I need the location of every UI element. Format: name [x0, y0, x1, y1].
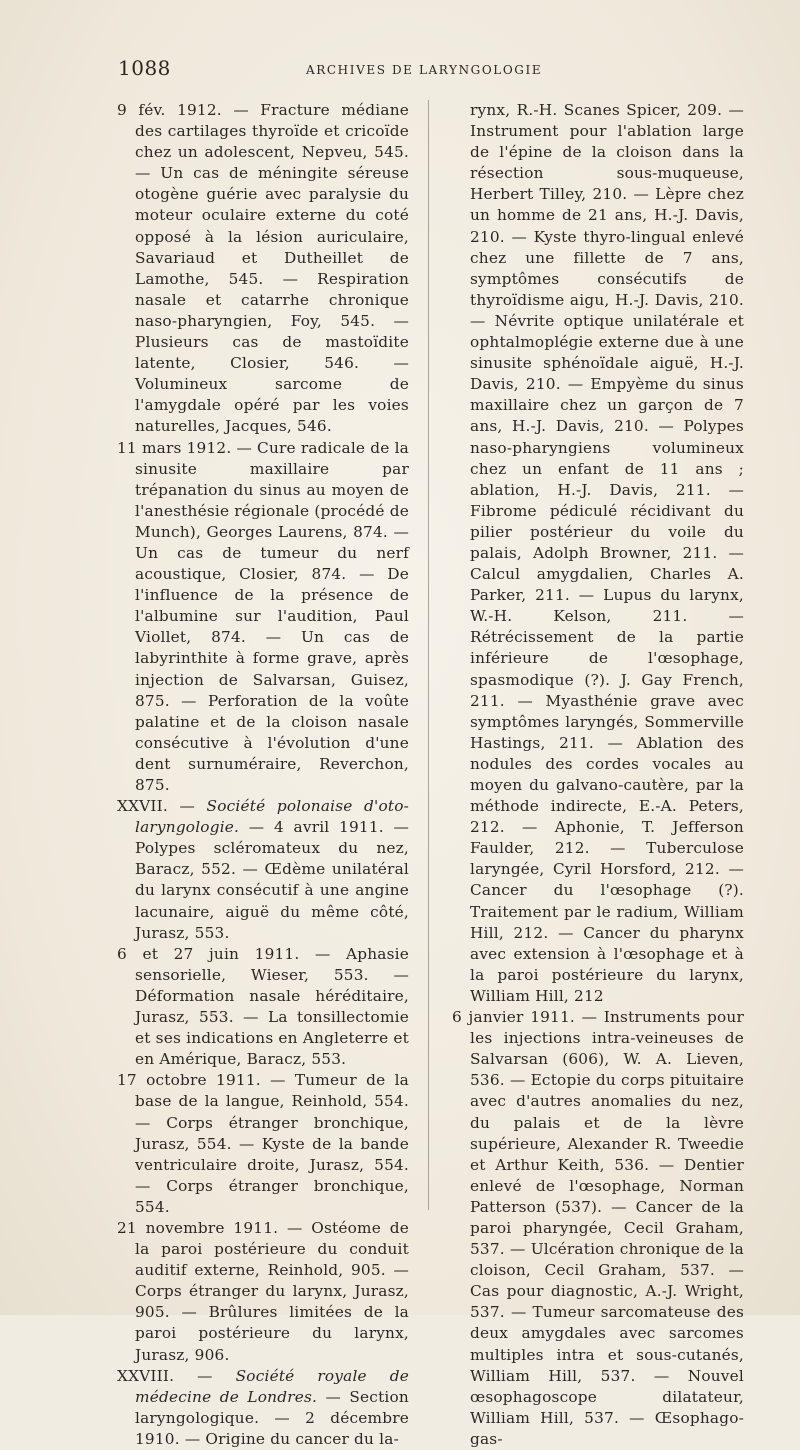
entry-text: 17 octobre 1911. — Tumeur de la base de la langue, Reinhold, 554. — Corps étranger bronchique, Jurasz, 554. — Kyste de la bande ventriculaire droite, Jurasz, 554. — Corps étranger bronchique, 554. [117, 1071, 409, 1216]
index-entry [117, 1218, 409, 1366]
index-entry [117, 796, 409, 944]
entry-text: 6 janvier 1911. — Instruments pour les injections intra-veineuses de Salvarsan (606), W. A. Lieven, 536. — Ectopie du corps pituitaire avec d'autres anomalies du nez, du palais et de la lèvre supérieure, Alexander R. Tweedie et Arthur Keith, 536. — Dentier enlevé de l'œsophage, Norman Patterson (537). — Cancer de la paroi pharyngée, Cecil Graham, 537. — Ulcération chronique de la cloison, Cecil Graham, 537. — Cas pour diagnostic, A.-J. Wright, 537. — Tumeur sarcomateuse des deux amygdales avec sarcomes multiples intra et sous-cutanés, William Hill, 537. — Nouvel œsophagoscope dilatateur, William Hill, 537. — Œsophago-gas- [452, 1008, 744, 1448]
index-entry [117, 1070, 409, 1218]
society-heading: Société polonaise d'oto-laryngologie. [135, 797, 409, 837]
entry-label: XXVII. — [117, 797, 207, 816]
society-heading: Société royale de médecine de Londres. [135, 1366, 409, 1406]
entry-text: 21 novembre 1911. — Ostéome de la paroi postérieure du conduit auditif externe, Reinhold, 905. — Corps étranger du larynx, Jurasz, 905. — Brûlures limitées de la paroi postérieure du larynx, Jurasz, 906. [117, 1218, 409, 1364]
entry-text: 9 fév. 1912. — Fracture médiane des cartilages thyroïde et cricoïde chez un adolescent, Nepveu, 545. — Un cas de méningite séreuse otogène guérie avec paralysie du moteur oculaire externe du coté opposé à la lésion auriculaire, Savariaud et Dutheillet de Lamothe, 545. — Respiration nasale et catarrhe chronique naso-pharyngien, Foy, 545. — Plusieurs cas de mastoïdite latente, Closier, 546. — Volumineux sarcome de l'amygdale opéré par les voies naturelles, Jacques, 546. [117, 101, 409, 436]
entry-text: — 4 avril 1911. — Polypes scléromateux du nez, Baracz, 552. — Œdème unilatéral du larynx consécutif à une angine lacunaire, aiguë du même côté, Jurasz, 553. [135, 818, 409, 942]
entry-text: — Section laryngologique. — 2 décembre 1910. — Origine du cancer du la- [135, 1387, 409, 1448]
index-entry [452, 1007, 744, 1450]
page-number: 1088 [118, 56, 171, 80]
entry-text: 11 mars 1912. — Cure radicale de la sinusite maxillaire par trépanation du sinus au moyen de l'anesthésie régionale (procédé de Munch), Georges Laurens, 874. — Un cas de tumeur du nerf acoustique, Closier, 874. — De l'influence de la présence de l'albumine sur l'audition, Paul Viollet, 874. — Un cas de labyrinthite à forme grave, après injection de Salvarsan, Guisez, 875. — Perforation de la voûte palatine et de la cloison nasale consécutive à l'évolution d'une dent surnuméraire, Reverchon, 875. [117, 438, 409, 794]
entry-label: XXVIII. — [117, 1366, 236, 1385]
right-column [452, 100, 744, 1450]
index-entry [117, 100, 409, 438]
index-entry [117, 944, 409, 1071]
running-title: ARCHIVES DE LARYNGOLOGIE [306, 63, 543, 77]
page-header [118, 56, 678, 86]
index-entry [117, 1366, 409, 1450]
entry-text: 6 et 27 juin 1911. — Aphasie sensorielle, Wieser, 553. — Déformation nasale héréditaire, Jurasz, 553. — La tonsillectomie et ses indications en Angleterre et en Amérique, Baracz, 553. [117, 944, 409, 1069]
index-entry-continued [452, 100, 744, 1007]
column-divider [428, 100, 429, 1210]
index-entry [117, 438, 409, 797]
entry-text: rynx, R.-H. Scanes Spicer, 209. — Instrument pour l'ablation large de l'épine de la cloison dans la résection sous-muqueuse, Herbert Tilley, 210. — Lèpre chez un homme de 21 ans, H.-J. Davis, 210. — Kyste thyro-lingual enlevé chez une fillette de 7 ans, symptômes consécutifs de thyroïdisme aigu, H.-J. Davis, 210. — Névrite optique unilatérale et ophtalmoplégie externe due à une sinusite sphénoïdale aiguë, H.-J. Davis, 210. — Empyème du sinus maxillaire chez un garçon de 7 ans, H.-J. Davis, 210. — Polypes naso-pharyngiens volumineux chez un enfant de 11 ans ; ablation, H.-J. Davis, 211. — Fibrome pédiculé récidivant du pilier postérieur du voile du palais, Adolph Browner, 211. — Calcul amygdalien, Charles A. Parker, 211. — Lupus du larynx, W.-H. Kelson, 211. — Rétrécissement de la partie inférieure de l'œsophage, spasmodique (?). J. Gay French, 211. — Myasthénie grave avec symptômes laryngés, Sommerville Hastings, 211. — Ablation des nodules des cordes vocales au moyen du galvano-cautère, par la méthode indirecte, E.-A. Peters, 212. — Aphonie, T. Jefferson Faulder, 212. — Tuberculose laryngée, Cyril Horsford, 212. — Cancer du l'œsophage (?). Traitement par le radium, William Hill, 212. — Cancer du pharynx avec extension à l'œsophage et à la paroi postérieure du larynx, William Hill, 212 [470, 101, 744, 1005]
left-column [117, 100, 409, 1450]
